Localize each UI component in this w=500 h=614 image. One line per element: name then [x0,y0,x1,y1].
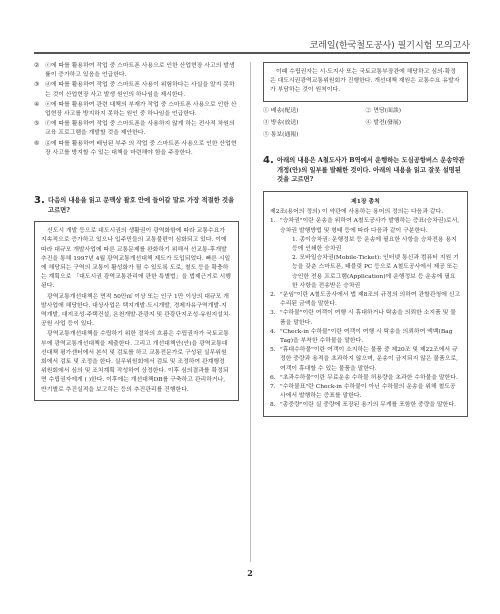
question-3-choices [263,107,468,141]
article-item [270,374,461,383]
article-item-number: 2. [270,292,276,299]
choice[interactable]: ② 면담(面談) [365,107,402,114]
article-subitem [270,236,461,254]
article-item-text: 2. 모바일승차권(Mobile-Ticket): 인터넷 통신과 컴퓨터 지원 기능을 갖춘 스마트폰, 태블릿 PC 등으로 A철도공사에서 제공 또는 승인한 전용 프로그램(Application)에 운행정보 등 운송에 필요한 사항을 전송받은 승차권 [292,255,459,289]
q2-option-5 [34,120,239,138]
passage-paragraph: 신도시 개발 등으로 대도시권의 생활권이 광역화함에 따라 교통수요가 지속적으로 증가하고 있으나 입주민들의 교통불편이 심화되고 있다. 이에 따라 대규모 개발사업에 따른 교통문제를 완화하기 위해서 선교통-후개발 추진을 통해 1997년 4월 광역교통개선대책 제도가 도입되었다. 빠른 시일에 해당되는 구역의 교통이 활성화가 될 수 있도록 도로, 철도 등을 확충하는 계획으로 「대도시권 광역교통관리에 관한 특별법」을 법제근거로 시행된다. [41,228,231,290]
article-item-text: "총중량"이란 실 중량에 포장된 용기의 무게를 포함한 중량을 말한다. [280,402,456,409]
article-item [270,328,461,346]
article-item-text: "Check-in 수하물"이란 여객이 여행 시 탁송을 의뢰하여 액백(Bag Tag)을 부착한 수하물을 말한다. [280,328,453,345]
article-subitem [270,254,461,291]
article-item-text: "초과수하물"이란 무료운송 수하물 허용량을 초과한 수하물을 말한다. [280,374,458,381]
choice[interactable]: ③ 방송(放送) [263,119,299,126]
passage-paragraph: 광역교통개선대책을 수립하기 위한 절차의 흐름은 수립권자가 국토교통부에 광역교통개선대책을 제출한다. 그리고 개선대책안(안)을 광역교통대선대책 평가센터에서 본석 및 검토를 하고 교통전문가로 구성된 실무위원회에서 검토 및 조정을 한다. 실무위원회에서 검토 및 조정하여 관계행정 위원회에서 심의 및 조치계획 작성하여 상정한다. 이후 심의결과를 확정되면 수립권자에게 ( )한다. 이후에는 개선대책DB를 구축하고 관리하거나, 반기별로 추진실적을 보고하는 등의 추진관리를 진행한다. [41,331,229,393]
article-item-text: "휴대수하물"이란 여객이 소지하는 물품 중 제20조 및 제22조에서 규정한 중량과 용적을 초과하지 않으며, 운송이 금지되지 않은 물품으로, 여객이 휴대할 수 있는 물품을 말한다. [280,347,459,372]
article-item-number: 8. [270,402,276,409]
question-text: 다음의 내용을 읽고 문맥상 괄호 안에 들어갈 말로 가장 적절한 것을 고르면? [48,197,235,214]
question-3-passage-continued [263,62,468,102]
article-item [270,346,461,374]
article-item-text: "수하물"이란 여객이 여행 시 휴대하거나 탁송을 의뢰한 소지품 및 물품을 말한다. [280,310,456,326]
passage-paragraph: 이때 수립권자는 시·도지사 또는 국토교통부장관에 해당하고 심의·확정은 대도시권광역교통위원회가 진행한다. 개선대책 재원은 교통수요 유발자가 부담하는 것이 원칙이다. [270,69,460,94]
question-number: 4. [263,155,274,167]
article-item-number [280,254,292,291]
article-item-text: "수하물표"란 Check-in 수하물이 아닌 수하물의 운송을 위해 철도공사에서 발행하는 증표를 말한다. [280,384,456,400]
q2-option-6 [34,140,239,158]
option-text: ⓖ에 따를 활용하여 배닝된 부주 의 작업 중 스마트폰 사용으로 인한 산업현장 사고를 방지할 수 있는 대책을 마련해야 함을 주장한다. [45,140,237,156]
question-4-article-box [263,191,468,417]
question-3-heading [34,196,239,215]
article-item-number: 6. [270,374,276,381]
passage-paragraph: 광역교통개선대책은 면적 50만㎡ 이상 또는 인구 1만 이상의 대규모 개발사업에 해당한다. 대상사업은 택지개발·도시개발, 경제자유구역개발·지역개발, 대지조성·주택건설, 온천개발·관광지 및 관광단지조성·유원지설치·공원 사업 등이 있다. [41,293,231,328]
choice[interactable]: ① 배송(配送) [263,107,299,114]
option-text: ⓔ에 따를 활용하여 관련 대책의 부재가 작업 중 스마트폰 사용으로 인한 산업현장 사고를 방지하지 못하는 원인 중 하나임을 언급한다. [45,101,237,118]
article-item-number: 3. [270,310,276,317]
page-header-title: 코레일(한국철도공사) 필기시험 모의고사 [309,41,470,51]
article-item-text: "승차권"이란 운송을 위하여 A철도공사가 발행하는 증표(승차권)로서, 승차권 발행방법 및 형태 등에 따라 다음과 같이 구분한다. [280,218,460,234]
option-number: ② [34,63,40,69]
article-item-text: "운임"이란 A철도공사에서 법 제8조의 규정의 의하여 관할관청에 신고 수리된 금액을 말한다. [280,292,461,308]
question-text: 아래의 내용은 A철도사가 B역에서 운행하는 도심공항버스 운송약관 개정(안)의 일부를 발췌한 것이다. 아래의 내용을 읽고 잘못 설명된 것을 고르면? [277,157,465,184]
article-item-number: 5. [270,347,276,354]
q2-option-2 [34,62,239,80]
option-text: ⓕ에 따를 활용하여 작업 중 스마트폰을 사용하지 않게 하는 전사적 차원의 교육 프로그램을 개발할 것을 제안한다. [45,121,235,137]
option-number: ③ [34,82,40,89]
article-item-text: 1. 종이승차권: 운행정보 등 운송에 필요한 사항을 승차전용 용지 등에 인쇄한 승차권 [292,236,457,253]
article-item-number [280,236,292,254]
option-text: ⓒ에 따를 활용하여 작업 중 스마트폰 사용으로 인한 산업현장 사고의 발생률이 증가하고 있음을 언급한다. [45,63,235,79]
option-text: ⓓ에 따를 활용하여 작업 중 스마트폰 사용이 위험하다는 사실을 알지 못하는 것이 산업현장 사고 발생 원인의 하나임을 제시한다. [45,82,235,98]
article-item [270,383,461,401]
article-title: 제1장 총칙 [351,198,380,205]
left-column [34,62,239,401]
page-number: 2 [247,568,253,578]
article-item [270,291,461,309]
choice[interactable]: ⑤ 통보(通報) [263,132,299,139]
article-item [270,401,461,410]
article-item-number: 7. [270,384,276,391]
right-column [263,62,468,417]
article-item [270,217,461,235]
choice[interactable]: ④ 발전(發展) [365,119,402,126]
question-number: 3. [34,195,45,207]
article-items [270,217,461,410]
option-number: ⑥ [34,140,40,147]
article-item-number: 4. [270,328,276,335]
header-rule [34,52,470,54]
q2-option-3 [34,81,239,99]
question-4-heading [263,156,468,185]
option-number: ④ [34,101,40,108]
article-item-number: 1. [270,218,276,225]
article-item [270,309,461,327]
article-intro: 제2조(용어의 정의) 이 약관에 사용하는 용어의 정의는 다음과 같다. [270,209,444,216]
question-3-passage [34,221,239,401]
q2-option-4 [34,101,239,119]
option-number: ⑤ [34,121,40,128]
column-divider [250,62,251,562]
